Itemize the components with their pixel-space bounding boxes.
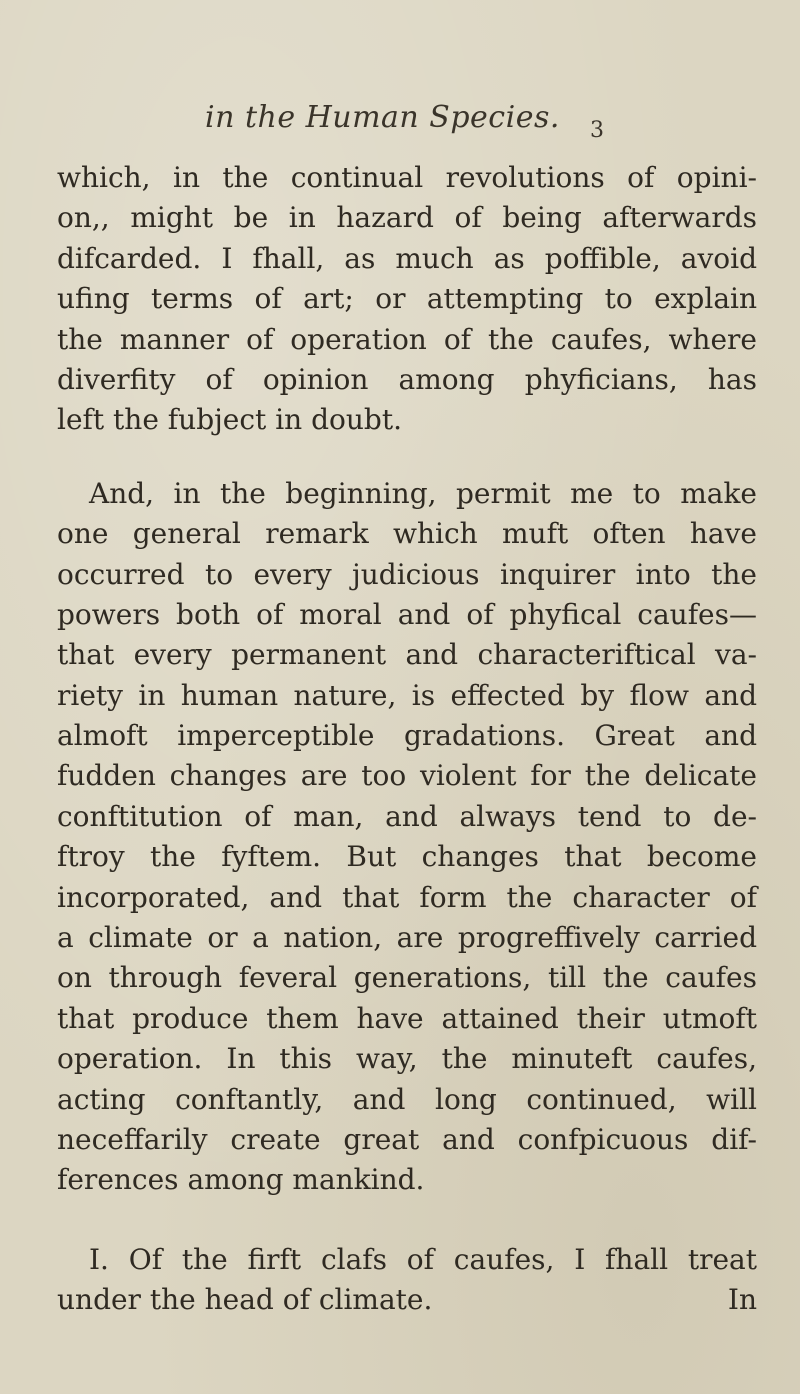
text-line: under the head of climate. [57, 1283, 433, 1317]
paragraph-gap [57, 1201, 757, 1240]
page-number: 3 [590, 118, 604, 143]
catchword: In [727, 1283, 757, 1317]
text-line: I. Of the firft clafs of caufes, I fhall treat [89, 1242, 757, 1276]
text-line: difcarded. I fhall, as much as poffible, avoid [57, 241, 757, 275]
running-head: in the Human Species. [205, 100, 560, 135]
text-line: ufing terms of art; or attempting to explain [57, 282, 757, 316]
text-line: operation. In this way, the minuteft caufes, [57, 1042, 757, 1076]
text-line: which, in the continual revolutions of opini- [57, 161, 757, 194]
text-line: that produce them have attained their utmoft [57, 1001, 757, 1035]
paragraph-1 [57, 158, 757, 441]
text-line: ftroy the fyftem. But changes that become [57, 840, 757, 874]
text-line-with-catchword [57, 1280, 757, 1320]
text-line: fudden changes are too violent for the delicate [57, 759, 757, 793]
text-line: the manner of operation of the caufes, where [57, 322, 757, 356]
text-line: occurred to every judicious inquirer into the [57, 557, 757, 591]
text-line: ferences among mankind. [57, 1163, 425, 1197]
text-line: left the fubject in doubt. [57, 403, 402, 437]
text-line: And, in the beginning, permit me to make [89, 476, 757, 510]
text-line: diverfity of opinion among phyficians, has [57, 362, 757, 396]
text-line: that every permanent and characteriftical va- [57, 638, 757, 672]
paragraph-gap [57, 441, 757, 474]
text-line: neceffarily create great and confpicuous dif- [57, 1122, 757, 1156]
text-line: riety in human nature, is effected by flow and [57, 678, 757, 712]
text-line: one general remark which muft often have [57, 517, 757, 551]
text-line: conftitution of man, and always tend to de- [57, 799, 757, 833]
text-line: a climate or a nation, are progreffively carried [57, 921, 757, 955]
text-line: on through feveral generations, till the caufes [57, 961, 757, 995]
paragraph-3 [57, 1240, 757, 1321]
body-text [57, 158, 757, 1321]
text-line: incorporated, and that form the character of [57, 880, 757, 914]
text-line: on,, might be in hazard of being afterwards [57, 201, 757, 235]
text-line: powers both of moral and of phyfical caufes— [57, 597, 757, 631]
text-line: almoft imperceptible gradations. Great and [57, 719, 757, 753]
paragraph-2 [57, 474, 757, 1201]
text-line: acting conftantly, and long continued, will [57, 1082, 757, 1116]
